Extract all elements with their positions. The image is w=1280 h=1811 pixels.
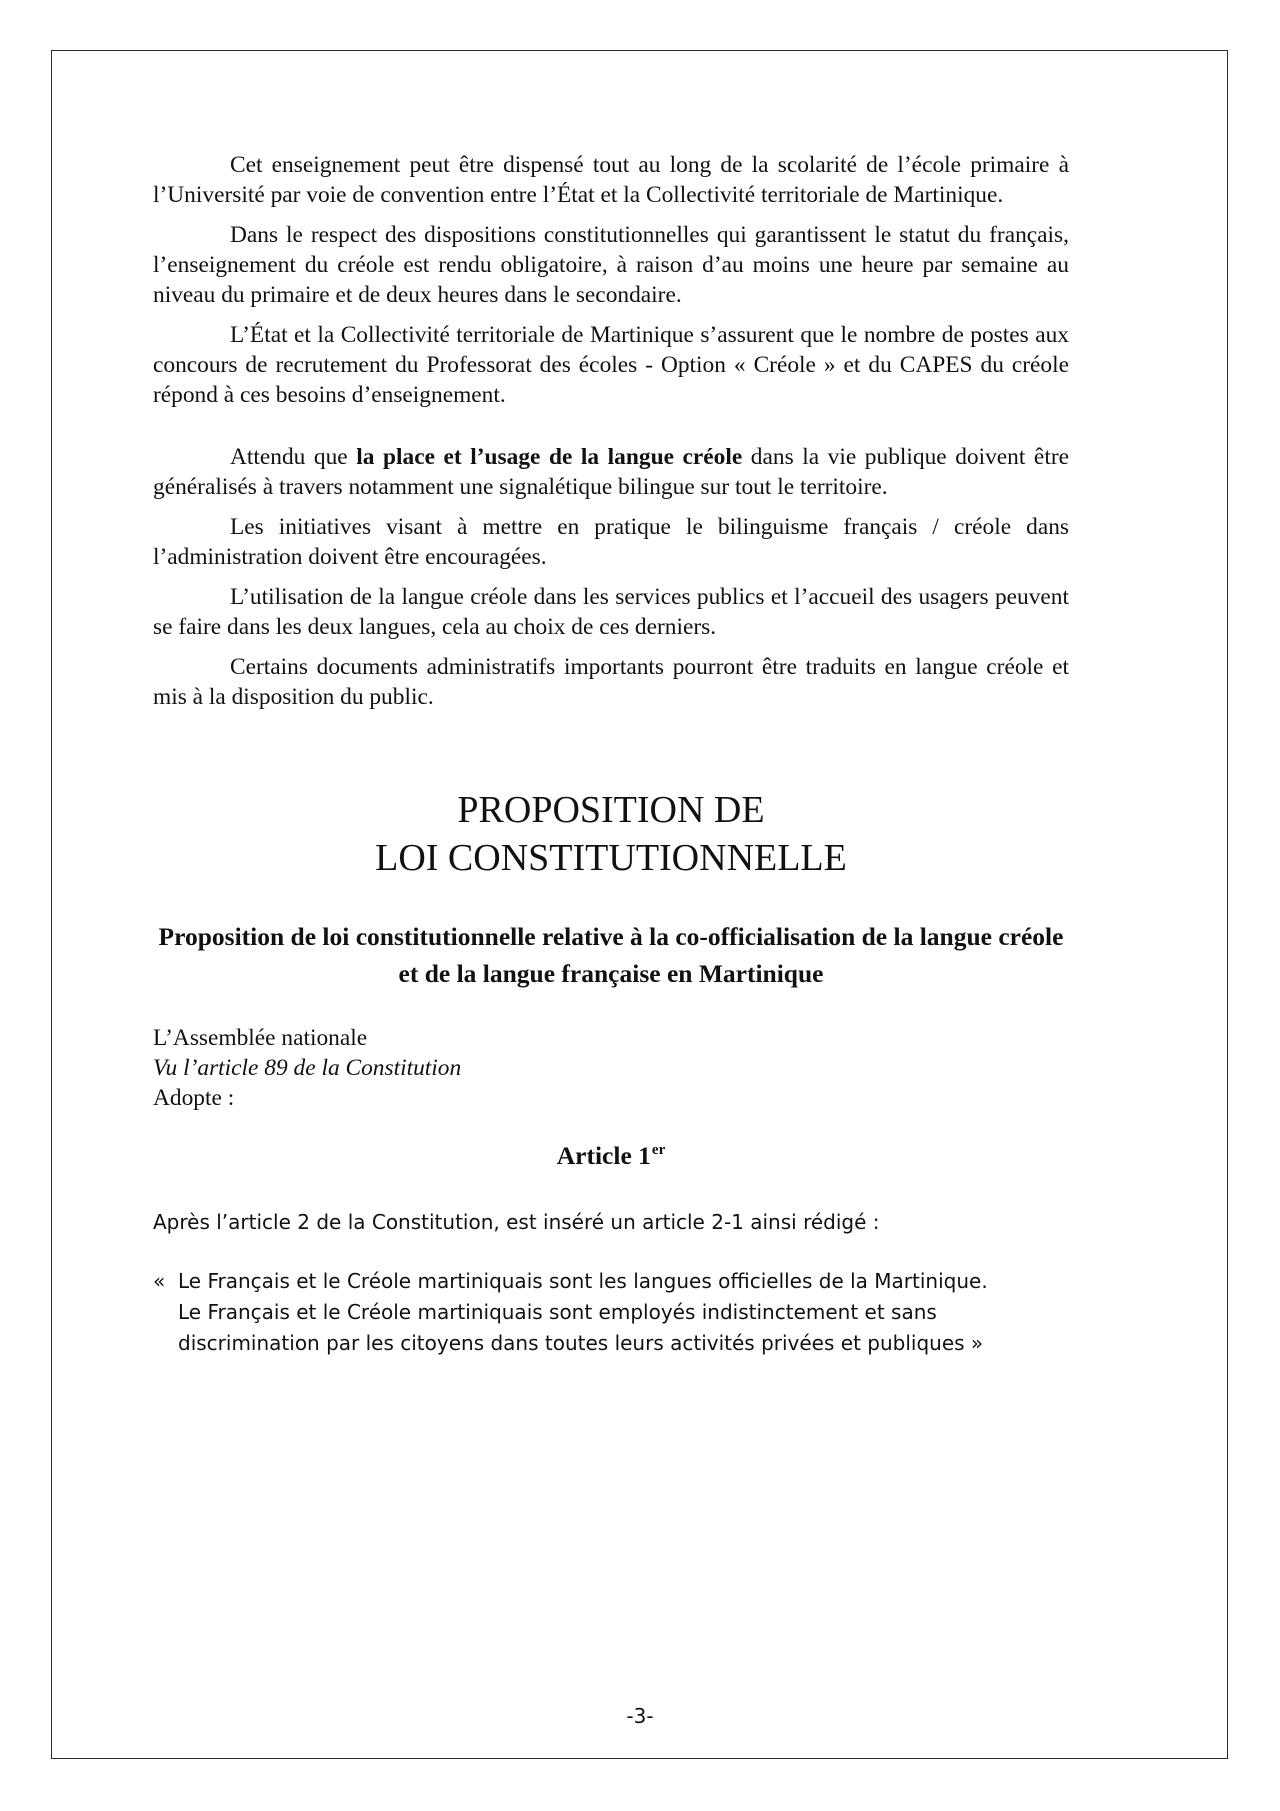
article-title-text: Article 1 (556, 1141, 651, 1170)
article-quote (153, 1266, 1069, 1359)
preamble (153, 1023, 1069, 1113)
paragraph-bilinguisme: Les initiatives visant à mettre en pratique le bilinguisme français / créole dans l’administration doivent être encouragées. (153, 514, 1069, 570)
paragraph-gap (153, 420, 1069, 442)
attendu-lead-text: Attendu que (230, 444, 357, 470)
page-number: -3- (626, 1704, 654, 1728)
section-heading-line-1: PROPOSITION DE (457, 789, 765, 831)
preamble-adopt: Adopte : (153, 1085, 235, 1111)
section-heading-line-2: LOI CONSTITUTIONNELLE (375, 837, 847, 879)
quote-line-2: Le Français et le Créole martiniquais sont employés indistinctement et sans (178, 1300, 937, 1324)
paragraph-enseignement-obligatoire: Dans le respect des dispositions constitutionnelles qui garantissent le statut du français, l’enseignement du créole est rendu obligatoire, à raison d’au moins une heure par semaine au niveau du primaire et de deux heures dans le secondaire. (153, 222, 1069, 308)
quote-line-1: Le Français et le Créole martiniquais sont les langues officielles de la Martinique. (178, 1269, 988, 1293)
section-heading (153, 786, 1069, 882)
paragraph-postes-concours: L’État et la Collectivité territoriale de Martinique s’assurent que le nombre de postes aux concours de recrutement du Professorat des écoles - Option « Créole » et du CAPES du créole répond à ces besoins d’enseignement. (153, 322, 1069, 408)
preamble-reference: Vu l’article 89 de la Constitution (153, 1055, 462, 1081)
quote-open-mark: « (153, 1269, 166, 1293)
document-body (153, 150, 1069, 1359)
attendu-bold-text: la place et l’usage de la langue créole (356, 444, 743, 470)
paragraph-services-publics: L’utilisation de la langue créole dans les services publics et l’accueil des usagers peuvent se faire dans les deux langues, cela au choix de ces derniers. (153, 584, 1069, 640)
paragraph-documents-administratifs: Certains documents administratifs importants pourront être traduits en langue créole et mis à la disposition du public. (153, 654, 1069, 710)
quote-line-3: discrimination par les citoyens dans toutes leurs activités privées et publiques » (178, 1331, 984, 1355)
article-title-superscript: er (651, 1142, 666, 1158)
paragraph-attendu (153, 442, 1069, 502)
preamble-assembly: L’Assemblée nationale (153, 1025, 368, 1051)
law-subtitle: Proposition de loi constitutionnelle relative à la co-officialisation de la langue créole et de la langue française en Martinique (158, 922, 1064, 988)
article-title (153, 1135, 1069, 1171)
paragraph-enseignement-scolarite: Cet enseignement peut être dispensé tout au long de la scolarité de l’école primaire à l’Université par voie de convention entre l’État et la Collectivité territoriale de Martinique. (153, 152, 1069, 208)
article-intro: Après l’article 2 de la Constitution, est inséré un article 2-1 ainsi rédigé : (153, 1210, 880, 1234)
attendu-trailing-text: dans la vie publique doivent être généralisés à travers notamment une signalétique bilingue sur tout le territoire. (153, 444, 1069, 500)
